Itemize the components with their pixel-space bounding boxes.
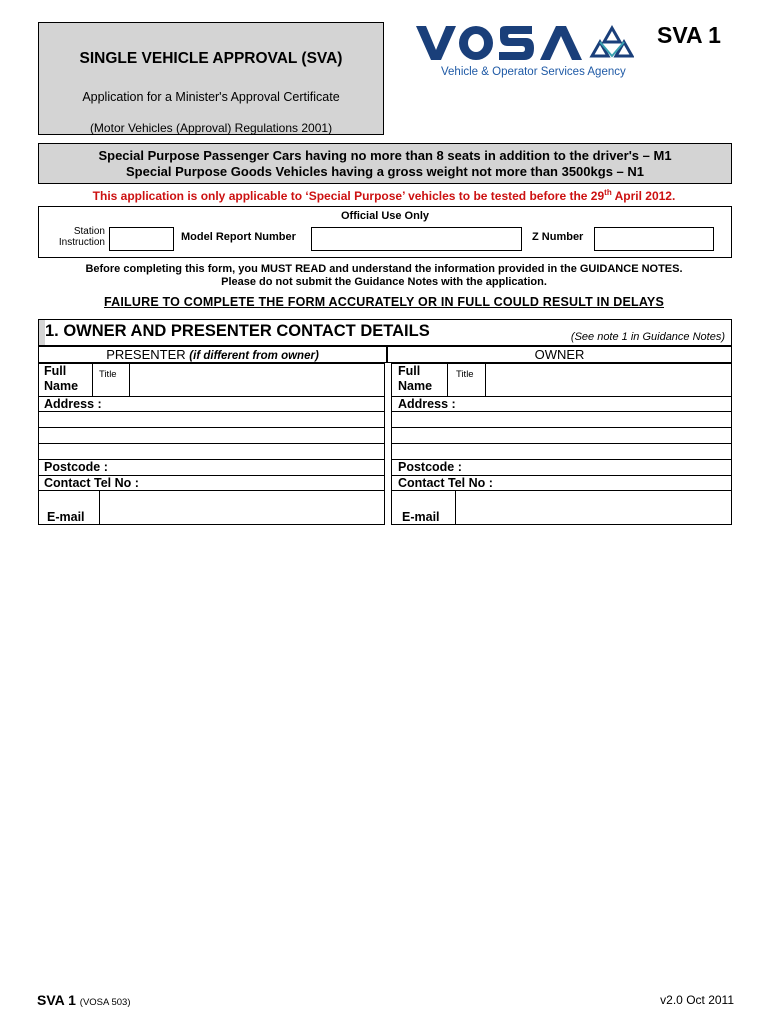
section-1-title: 1. OWNER AND PRESENTER CONTACT DETAILS	[45, 322, 430, 340]
logo-tagline: Vehicle & Operator Services Agency	[441, 66, 626, 78]
owner-address-label: Address :	[398, 397, 456, 411]
regulation-text: (Motor Vehicles (Approval) Regulations 2001)	[89, 121, 333, 135]
station-instruction-field[interactable]	[109, 227, 174, 251]
owner-address-line-3[interactable]	[392, 444, 731, 459]
owner-email-label: E-mail	[402, 510, 440, 524]
category-line-m1: Special Purpose Passenger Cars having no more than 8 seats in addition to the driver's – M1	[98, 148, 672, 163]
guidance-line-1: Before completing this form, you MUST READ and understand the information provided in the GUIDANCE NOTES.	[85, 263, 683, 275]
presenter-name-field[interactable]	[130, 364, 384, 396]
section-1-header	[38, 319, 732, 346]
station-instruction-label: Station Instruction	[58, 226, 105, 248]
presenter-full-name-label: Full Name	[44, 364, 79, 393]
section-1-note: (See note 1 in Guidance Notes)	[570, 331, 725, 343]
presenter-address-line-1[interactable]	[39, 412, 384, 427]
category-line-n1: Special Purpose Goods Vehicles having a gross weight not more than 3500kgs – N1	[126, 164, 644, 179]
presenter-address-line-3[interactable]	[39, 444, 384, 459]
presenter-tel-label: Contact Tel No :	[44, 476, 139, 490]
presenter-address-label: Address :	[44, 397, 102, 411]
model-report-field[interactable]	[311, 227, 522, 251]
owner-full-name-label: Full Name	[398, 364, 433, 393]
presenter-email-field[interactable]	[100, 491, 384, 524]
vehicle-category-box	[38, 143, 732, 184]
z-number-label: Z Number	[532, 231, 584, 243]
form-title: SINGLE VEHICLE APPROVAL (SVA)	[79, 50, 343, 67]
guidance-line-2: Please do not submit the Guidance Notes with the application.	[221, 276, 547, 288]
owner-postcode-label: Postcode :	[398, 460, 462, 474]
guidance-text	[0, 263, 768, 289]
owner-tel-label: Contact Tel No :	[398, 476, 493, 490]
form-subtitle: Application for a Minister's Approval Certificate	[82, 90, 340, 104]
form-code: SVA 1	[657, 22, 721, 48]
presenter-address-line-2[interactable]	[39, 428, 384, 443]
presenter-postcode-label: Postcode :	[44, 460, 108, 474]
owner-email-field[interactable]	[456, 491, 731, 524]
official-use-title: Official Use Only	[340, 210, 430, 222]
presenter-email-label: E-mail	[47, 510, 85, 524]
owner-address-line-2[interactable]	[392, 428, 731, 443]
failure-warning: FAILURE TO COMPLETE THE FORM ACCURATELY OR IN FULL COULD RESULT IN DELAYS	[104, 295, 664, 309]
model-report-label: Model Report Number	[181, 231, 296, 243]
presenter-title-label: Title	[99, 369, 117, 380]
presenter-details-block	[38, 363, 385, 525]
owner-title-label: Title	[456, 369, 474, 380]
z-number-field[interactable]	[594, 227, 714, 251]
owner-heading: OWNER	[387, 346, 732, 363]
title-box	[38, 22, 384, 135]
applicability-notice: This application is only applicable to ‘Special Purpose’ vehicles to be tested before the 29th April 2012.	[92, 188, 676, 203]
owner-address-line-1[interactable]	[392, 412, 731, 427]
owner-name-field[interactable]	[486, 364, 731, 396]
footer-version: v2.0 Oct 2011	[660, 993, 734, 1007]
presenter-heading: PRESENTER (if different from owner)	[38, 346, 387, 363]
official-use-box	[38, 206, 732, 258]
footer-form-code: SVA 1 (VOSA 503)	[37, 992, 131, 1008]
owner-details-block	[391, 363, 732, 525]
